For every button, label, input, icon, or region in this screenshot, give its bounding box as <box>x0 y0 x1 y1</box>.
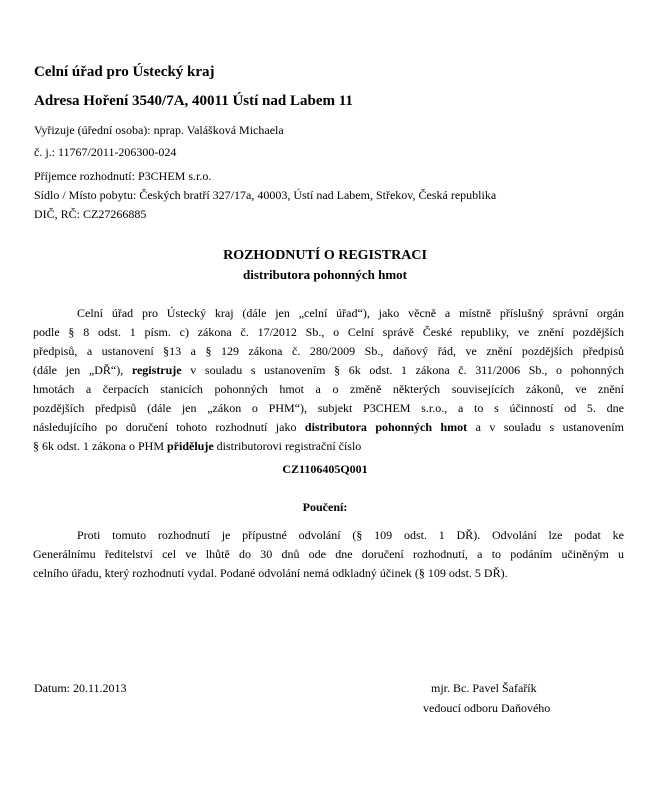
decision-title: ROZHODNUTÍ O REGISTRACI <box>223 248 427 263</box>
distributor-keyword: distributora pohonných hmot <box>304 420 468 434</box>
recipient-address: Sídlo / Místo pobytu: Českých bratří 327/17a, 40003, Ústí nad Labem, Střekov, Česká republika <box>34 188 497 202</box>
signer-role: vedoucí odboru Daňového <box>423 701 551 715</box>
paragraph-line: hmotách a čerpacích stanicích pohonných hmot a o změně některých souvisejících zákonů, ve znění <box>33 382 624 396</box>
paragraph-line: podle § 8 odst. 1 písm. c) zákona č. 17/2012 Sb., o Celní správě České republiky, ve znění pozdějších <box>33 325 624 339</box>
reference-number: č. j.: 11767/2011-206300-024 <box>34 145 177 159</box>
office-address: Adresa Hoření 3540/7A, 40011 Ústí nad Labem 11 <box>34 93 353 109</box>
paragraph-line: následujícího po doručení tohoto rozhodnutí jako distributora pohonných hmot a v souladu s ustanovením <box>33 420 624 434</box>
instruction-line: Proti tomuto rozhodnutí je přípustné odvolání (§ 109 odst. 1 DŘ). Odvolání lze podat ke <box>77 528 624 542</box>
office-name: Celní úřad pro Ústecký kraj <box>34 64 215 80</box>
instruction-heading: Poučení: <box>302 500 348 514</box>
issue-date: Datum: 20.11.2013 <box>34 681 127 695</box>
instruction-line: celního úřadu, který rozhodnutí vydal. Podané odvolání nemá odkladný účinek (§ 109 odst. 5 DŘ). <box>33 566 508 580</box>
paragraph-line: pozdějších předpisů (dále jen „zákon o PHM“), subjekt P3CHEM s.r.o., a to s účinností od 5. dne <box>33 401 624 415</box>
registration-number: CZ1106405Q001 <box>282 462 368 476</box>
handling-officer: Vyřizuje (úřední osoba): nprap. Valášková Michaela <box>34 123 284 137</box>
instruction-line: Generálnímu ředitelství cel ve lhůtě do 30 dnů ode dne doručení rozhodnutí, a to podáním učiněným u <box>33 547 624 561</box>
decision-paragraph <box>33 304 624 456</box>
recipient-tax-id: DIČ, RČ: CZ27266885 <box>34 207 147 221</box>
paragraph-line: předpisů, a ustanovení §13 a § 129 zákona č. 280/2009 Sb., daňový řád, ve znění pozdějších předpisů <box>33 344 624 358</box>
registruje-keyword: registruje <box>131 363 182 377</box>
instruction-paragraph <box>33 526 624 583</box>
paragraph-line: Celní úřad pro Ústecký kraj (dále jen „celní úřad“), jako věcně a místně příslušný správní orgán <box>77 306 624 320</box>
prideluje-keyword: přiděluje <box>167 439 214 453</box>
signer-name: mjr. Bc. Pavel Šafařík <box>431 681 537 695</box>
recipient-name: Příjemce rozhodnutí: P3CHEM s.r.o. <box>34 169 212 183</box>
paragraph-line: § 6k odst. 1 zákona o PHM přiděluje distributorovi registrační číslo <box>33 439 362 453</box>
decision-subtitle: distributora pohonných hmot <box>243 267 407 282</box>
paragraph-line: (dále jen „DŘ“), registruje v souladu s ustanovením § 6k odst. 1 zákona č. 311/2006 Sb., o pohonných <box>33 363 625 377</box>
